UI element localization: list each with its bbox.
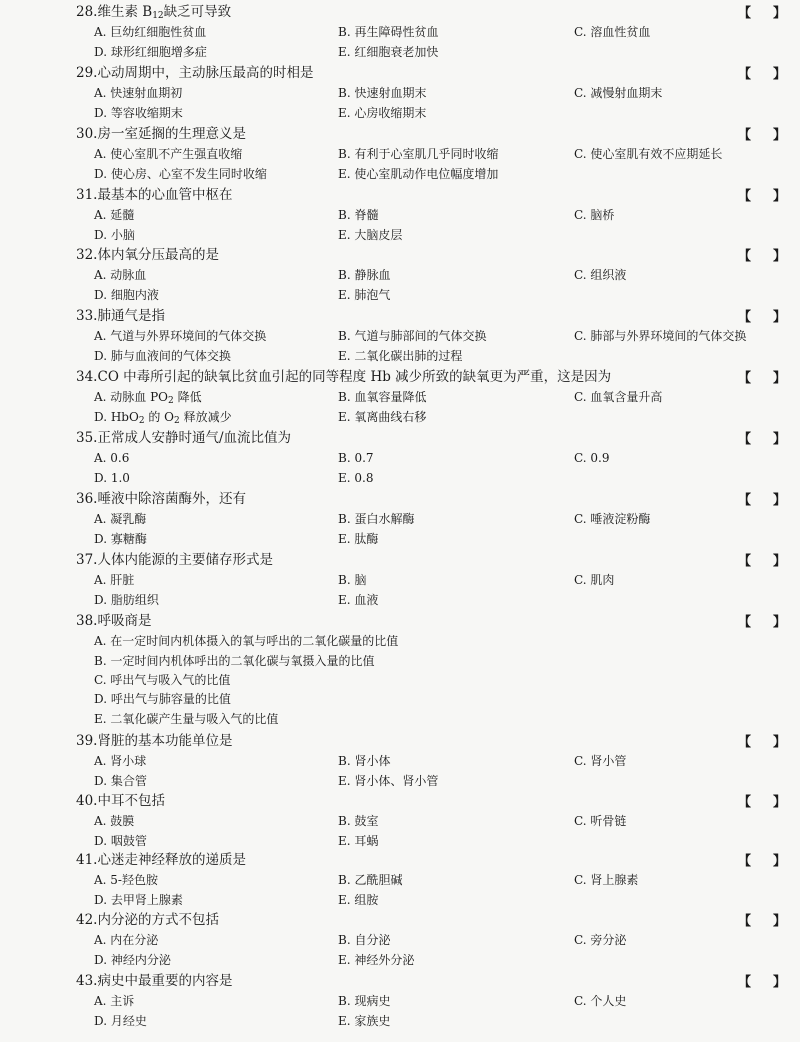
option-a: A. 巨幼红细胞性贫血 [94,25,207,39]
option-d: D. 集合管 [94,774,147,788]
option-a: A. 动脉血 [94,268,147,282]
option-c: C. 肺部与外界环境间的气体交换 [574,329,747,343]
option-c: C. 减慢射血期末 [574,86,663,100]
question-stem: 28.维生素 $B_{12}$缺乏可导致 [76,4,232,21]
question-stem: 30.房一室延搁的生理意义是 [76,126,246,142]
option-e: E. 血液 [338,593,379,607]
answer-bracket[interactable]: 【 】 [738,493,787,508]
answer-bracket[interactable]: 【 】 [738,6,787,21]
question-stem: 36.唾液中除溶菌酶外，还有 [76,491,246,507]
option-b: B. 气道与肺部间的气体交换 [338,329,487,343]
option-b: B. 0.7 [338,451,374,465]
question-stem: 43.病史中最重要的内容是 [76,973,233,989]
option-d: D. 呼出气与肺容量的比值 [94,692,231,706]
option-e: E. 肾小体、肾小管 [338,774,439,788]
option-d: D. 脂肪组织 [94,593,159,607]
answer-bracket[interactable]: 【 】 [738,975,787,990]
option-e: E. 家族史 [338,1014,391,1028]
option-d: D. 咽鼓管 [94,834,147,848]
answer-bracket[interactable]: 【 】 [738,310,787,325]
option-c: C. 肌肉 [574,573,615,587]
option-e: E. 心房收缩期末 [338,106,427,120]
option-b: B. 有利于心室肌几乎同时收缩 [338,147,499,161]
option-c: C. 0.9 [574,451,610,465]
option-a: A. 主诉 [94,994,135,1008]
option-e: E. 肺泡气 [338,288,391,302]
question-stem: 37.人体内能源的主要储存形式是 [76,552,273,568]
answer-bracket[interactable]: 【 】 [738,432,787,447]
option-b: B. 脊髓 [338,208,379,222]
question-stem: 41.心迷走神经释放的递质是 [76,852,246,868]
option-e: E. 大脑皮层 [338,228,403,242]
option-d: D. 寡糖酶 [94,532,147,546]
option-d: D. 等容收缩期末 [94,106,183,120]
option-a: A. 使心室肌不产生强直收缩 [94,147,243,161]
answer-bracket[interactable]: 【 】 [738,615,787,630]
question-stem: 31.最基本的心血管中枢在 [76,187,233,203]
answer-bracket[interactable]: 【 】 [738,128,787,143]
option-d: D. 肺与血液间的气体交换 [94,349,231,363]
option-b: B. 鼓室 [338,814,379,828]
option-a: A. 延髓 [94,208,135,222]
answer-bracket[interactable]: 【 】 [738,371,787,386]
option-d: D. 球形红细胞增多症 [94,45,207,59]
answer-bracket[interactable]: 【 】 [738,735,787,750]
question-stem: 33.肺通气是指 [76,308,165,324]
option-b: B. 肾小体 [338,754,391,768]
option-e: E. 肽酶 [338,532,379,546]
option-c: C. 肾上腺素 [574,873,639,887]
option-e: E. 红细胞衰老加快 [338,45,439,59]
option-c: C. 使心室肌有效不应期延长 [574,147,723,161]
option-c: C. 组织液 [574,268,627,282]
option-c: C. 听骨链 [574,814,627,828]
option-a: A. 凝乳酶 [94,512,147,526]
option-b: B. 脑 [338,573,367,587]
question-stem: 39.肾脏的基本功能单位是 [76,733,233,749]
option-e: E. 组胺 [338,893,379,907]
option-b: B. 自分泌 [338,933,391,947]
question-stem: 42.内分泌的方式不包括 [76,912,219,928]
option-a: A. 快速射血期初 [94,86,183,100]
option-e: E. 神经外分泌 [338,953,415,967]
option-d: D. 神经内分泌 [94,953,171,967]
option-b: B. 血氧容量降低 [338,390,427,404]
option-e: E. 二氧化碳产生量与吸入气的比值 [94,712,279,726]
question-stem: 38.呼吸商是 [76,613,152,629]
option-b: B. 再生障碍性贫血 [338,25,439,39]
option-b: B. 一定时间内机体呼出的二氧化碳与氧摄入量的比值 [94,654,375,668]
option-a: A. 肝脏 [94,573,135,587]
question-stem: 32.体内氧分压最高的是 [76,247,219,263]
answer-bracket[interactable]: 【 】 [738,795,787,810]
option-e: E. 耳蜗 [338,834,379,848]
option-b: B. 现病史 [338,994,391,1008]
option-e: E. 使心室肌动作电位幅度增加 [338,167,499,181]
answer-bracket[interactable]: 【 】 [738,914,787,929]
question-stem: 34.CO 中毒所引起的缺氧比贫血引起的同等程度 Hb 减少所致的缺氧更为严重，这是因为 [76,369,612,385]
option-c: C. 血氧含量升高 [574,390,663,404]
option-c: C. 肾小管 [574,754,627,768]
option-a: A. 0.6 [94,451,130,465]
answer-bracket[interactable]: 【 】 [738,249,787,264]
option-b: B. 乙酰胆碱 [338,873,403,887]
option-b: B. 快速射血期末 [338,86,427,100]
option-a: A. 内在分泌 [94,933,159,947]
option-a: A. 5-羟色胺 [94,873,158,887]
option-e: E. 二氧化碳出肺的过程 [338,349,463,363]
option-d: D. 月经史 [94,1014,147,1028]
option-c: C. 脑桥 [574,208,615,222]
option-d: D. 去甲肾上腺素 [94,893,183,907]
option-c: C. 呼出气与吸入气的比值 [94,673,231,687]
option-c: C. 溶血性贫血 [574,25,651,39]
question-stem: 40.中耳不包括 [76,793,165,809]
option-a: A. 鼓膜 [94,814,135,828]
option-e: E. 氧离曲线右移 [338,410,427,424]
option-c: C. 个人史 [574,994,627,1008]
option-a: A. 动脉血 $PO_2$ 降低 [94,390,202,406]
option-e: E. 0.8 [338,471,374,485]
option-b: B. 蛋白水解酶 [338,512,415,526]
option-d: D. HbO$_2$ 的 $O_2$ 释放减少 [94,410,232,426]
answer-bracket[interactable]: 【 】 [738,554,787,569]
option-c: C. 旁分泌 [574,933,627,947]
option-d: D. 细胞内液 [94,288,159,302]
option-d: D. 使心房、心室不发生同时收缩 [94,167,267,181]
option-d: D. 小脑 [94,228,135,242]
question-stem: 29.心动周期中，主动脉压最高的时相是 [76,65,314,81]
option-a: A. 气道与外界环境间的气体交换 [94,329,267,343]
question-stem: 35.正常成人安静时通气/血流比值为 [76,430,292,446]
option-a: A. 肾小球 [94,754,147,768]
option-d: D. 1.0 [94,471,130,485]
answer-bracket[interactable]: 【 】 [738,67,787,82]
option-b: B. 静脉血 [338,268,391,282]
answer-bracket[interactable]: 【 】 [738,189,787,204]
option-a: A. 在一定时间内机体摄入的氧与呼出的二氧化碳量的比值 [94,634,399,648]
option-c: C. 唾液淀粉酶 [574,512,651,526]
answer-bracket[interactable]: 【 】 [738,854,787,869]
